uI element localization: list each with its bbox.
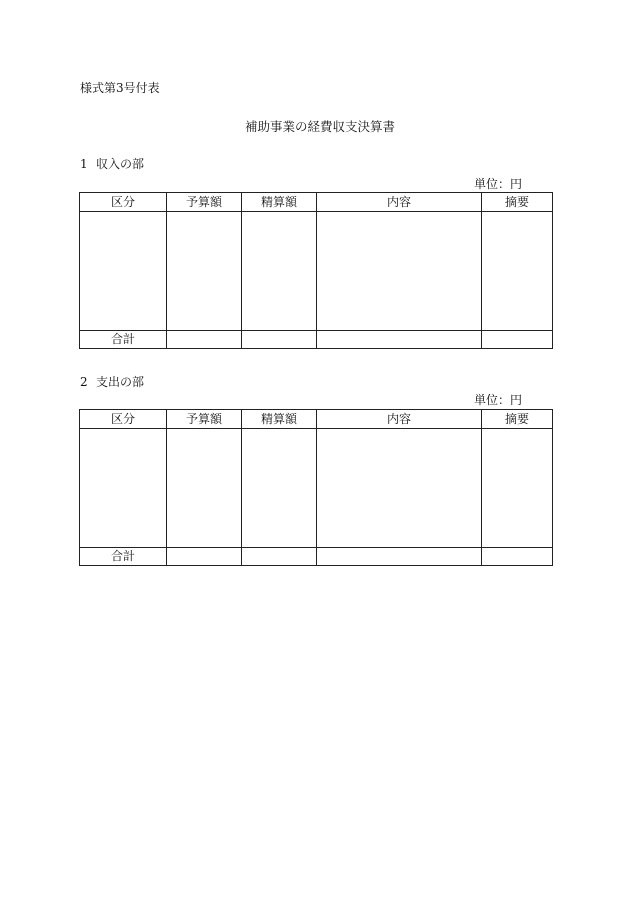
expenditure-table: [79, 409, 553, 566]
section-heading-income: [80, 156, 144, 172]
section-title: 支出の部: [96, 375, 145, 389]
column-header-budget: 予算額: [167, 410, 242, 429]
column-header-settlement: 精算額: [242, 410, 317, 429]
total-label: 合計: [80, 331, 167, 349]
section-heading-expenditure: [80, 374, 144, 390]
unit-label-expenditure: 単位：円: [473, 393, 522, 407]
column-header-category: 区分: [80, 410, 167, 429]
total-budget[interactable]: [167, 548, 242, 566]
cell-content[interactable]: [317, 212, 482, 331]
total-remarks[interactable]: [482, 548, 553, 566]
column-header-settlement: 精算額: [242, 193, 317, 212]
table-body-row: [80, 429, 553, 548]
cell-category[interactable]: [80, 212, 167, 331]
cell-settlement[interactable]: [242, 429, 317, 548]
cell-remarks[interactable]: [482, 212, 553, 331]
cell-budget[interactable]: [167, 429, 242, 548]
cell-content[interactable]: [317, 429, 482, 548]
total-label: 合計: [80, 548, 167, 566]
cell-remarks[interactable]: [482, 429, 553, 548]
section-number: 1: [80, 157, 88, 171]
table-total-row: [80, 548, 553, 566]
cell-budget[interactable]: [167, 212, 242, 331]
unit-label-income: 単位：円: [473, 177, 522, 191]
total-remarks[interactable]: [482, 331, 553, 349]
column-header-remarks: 摘要: [482, 193, 553, 212]
form-number: 様式第3号付表: [80, 81, 160, 95]
column-header-content: 内容: [317, 410, 482, 429]
total-budget[interactable]: [167, 331, 242, 349]
total-content[interactable]: [317, 548, 482, 566]
table-total-row: [80, 331, 553, 349]
total-content[interactable]: [317, 331, 482, 349]
column-header-category: 区分: [80, 193, 167, 212]
cell-category[interactable]: [80, 429, 167, 548]
section-title: 収入の部: [96, 157, 145, 171]
income-table: [79, 192, 553, 349]
column-header-remarks: 摘要: [482, 410, 553, 429]
total-settlement[interactable]: [242, 331, 317, 349]
document-title: 補助事業の経費収支決算書: [244, 119, 395, 134]
cell-settlement[interactable]: [242, 212, 317, 331]
total-settlement[interactable]: [242, 548, 317, 566]
column-header-budget: 予算額: [167, 193, 242, 212]
section-number: 2: [80, 375, 88, 389]
table-body-row: [80, 212, 553, 331]
table-header-row: [80, 193, 553, 212]
table-header-row: [80, 410, 553, 429]
column-header-content: 内容: [317, 193, 482, 212]
